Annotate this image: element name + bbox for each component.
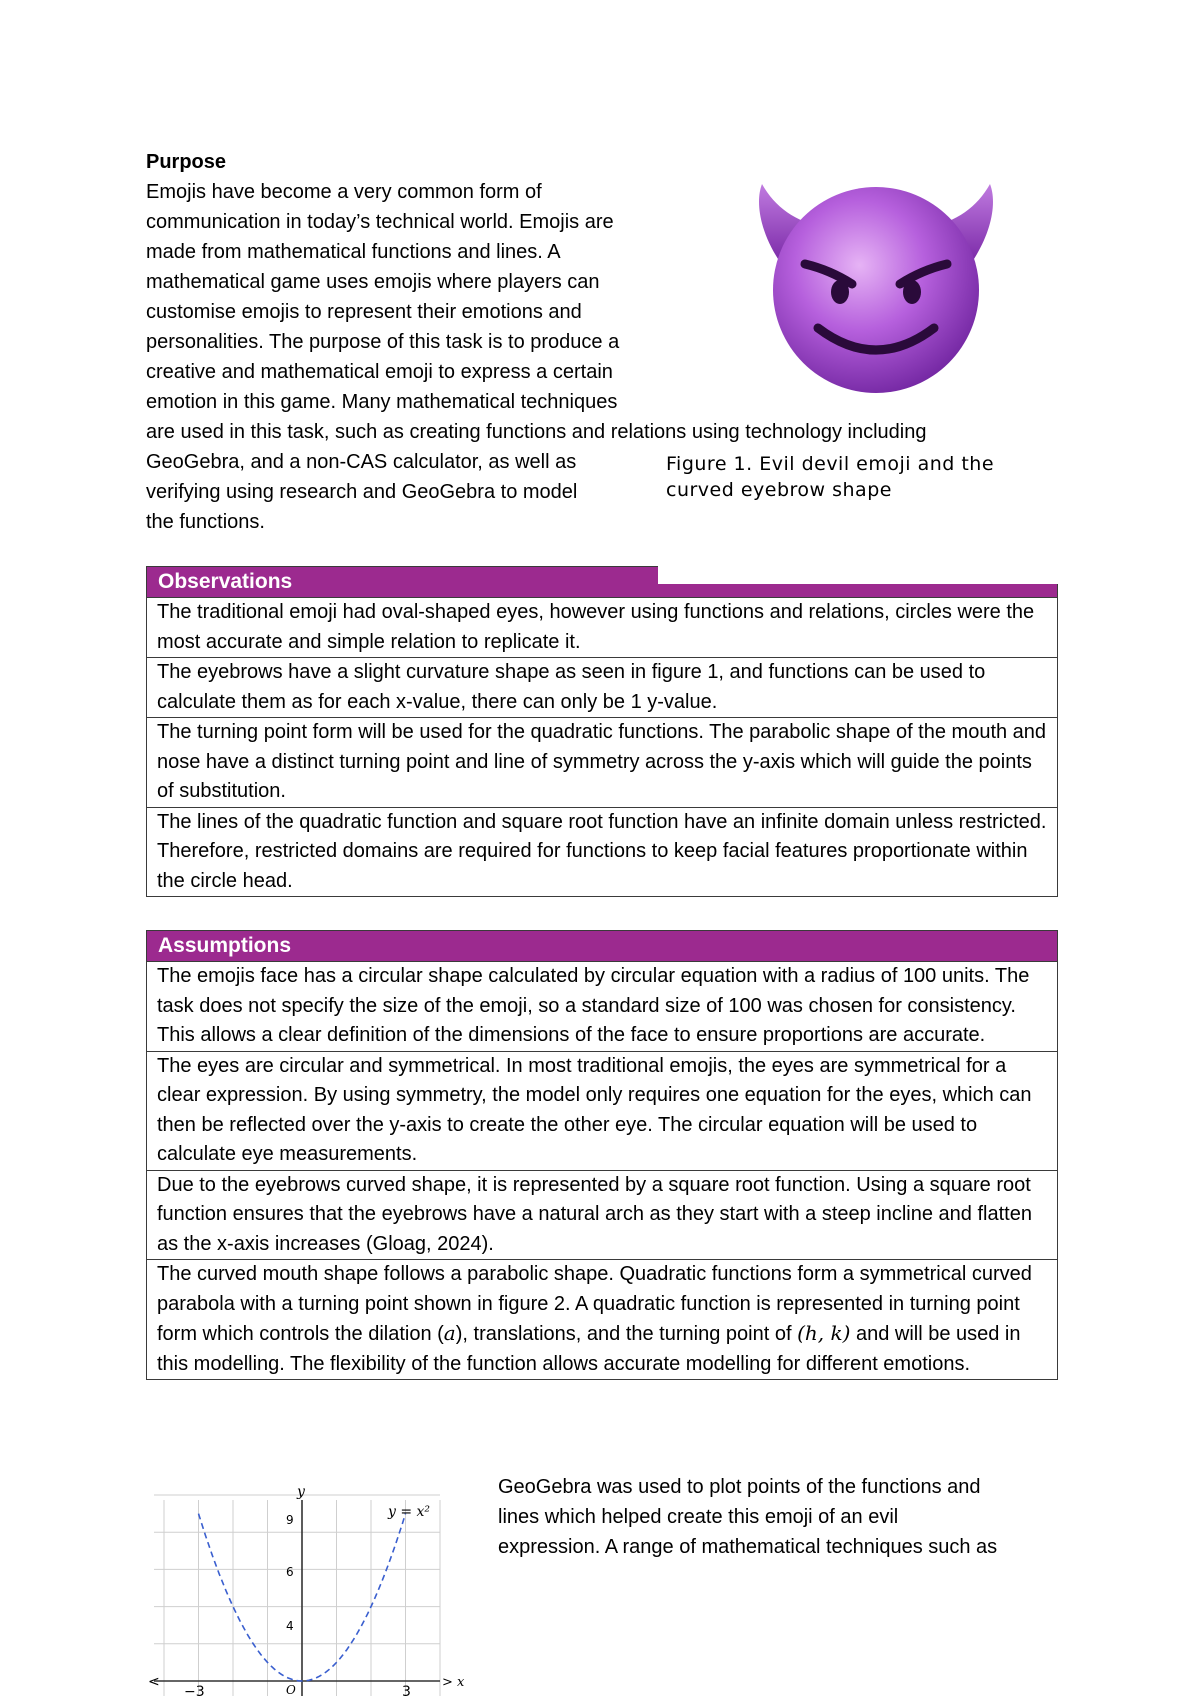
right-eye <box>903 280 921 304</box>
observations-heading: Observations <box>146 566 1058 597</box>
y-tick-label: 4 <box>286 1619 294 1633</box>
purpose-paragraph-end <box>146 447 646 537</box>
closing-line: expression. A range of mathematical techniques such as <box>498 1536 998 1558</box>
observation-row: The eyebrows have a slight curvature shape as seen in figure 1, and functions can be used to calculate them as for each x-value, there can only be 1 y-value. <box>146 658 1058 718</box>
closing-paragraph <box>498 1472 1078 1562</box>
purpose-line: personalities. The purpose of this task is to produce a <box>146 331 620 353</box>
observation-row: The lines of the quadratic function and square root function have an infinite domain unless restricted. Therefore, restricted domains are required for functions to keep facial features proportionate within the circle head. <box>146 808 1058 898</box>
figure1-caption-line: curved eyebrow shape <box>666 479 892 501</box>
purpose-line: the functions. <box>146 511 265 533</box>
observations-table <box>146 566 1058 897</box>
assumption-row: Due to the eyebrows curved shape, it is represented by a square root function. Using a square root function ensures that the eyebrows have a natural arch as they start with a steep incline and flatten as the x-axis increases (Gloag, 2024). <box>146 1171 1058 1261</box>
figure1-caption-line: Figure 1. Evil devil emoji and the <box>666 453 995 475</box>
assumption-text: ), translations, and the turning point of <box>455 1323 798 1345</box>
left-arrow-label: < <box>148 1674 160 1690</box>
assumption-row: The eyes are circular and symmetrical. In most traditional emojis, the eyes are symmetrical for a clear expression. By using symmetry, the model only requires one equation for the eyes, which can then be reflected over the y-axis to create the other eye. The circular equation will be used to calculate eye measurements. <box>146 1052 1058 1171</box>
assumption-text: The curved mouth shape follows a parabolic shape. Quadratic functions form a symmetrical curved parabola with a turning point shown in figure 2. A quadratic function is represented in turning point form which controls the dilation ( <box>157 1263 1032 1345</box>
purpose-line-wide: are used in this task, such as creating functions and relations using technology including <box>146 421 927 443</box>
purpose-line: verifying using research and GeoGebra to model <box>146 481 578 503</box>
assumptions-rows <box>146 961 1058 1380</box>
purpose-line: GeoGebra, and a non-CAS calculator, as well as <box>146 451 577 473</box>
turning-point-variable: (h, k) <box>797 1321 851 1345</box>
closing-line: lines which helped create this emoji of an evil <box>498 1506 899 1528</box>
purpose-line: customise emojis to represent their emotions and <box>146 301 582 323</box>
y-tick-label: 9 <box>286 1513 294 1527</box>
assumptions-heading: Assumptions <box>146 930 1058 961</box>
purpose-paragraph <box>146 177 706 417</box>
purpose-line: communication in today’s technical world. Emojis are <box>146 211 614 233</box>
graph-grid <box>154 1495 440 1696</box>
x-tick-label: 3 <box>402 1684 411 1696</box>
purpose-line: creative and mathematical emoji to express a certain <box>146 361 613 383</box>
parabola-graph <box>140 1480 480 1696</box>
assumption-text: and will be used in this modelling. The flexibility of the function allows accurate modelling for different emotions. <box>157 1323 1021 1375</box>
observation-row: The traditional emoji had oval-shaped eyes, however using functions and relations, circles were the most accurate and simple relation to replicate it. <box>146 597 1058 658</box>
figure1-caption <box>666 451 1066 503</box>
closing-line: GeoGebra was used to plot points of the functions and <box>498 1476 981 1498</box>
origin-label: O <box>286 1683 296 1696</box>
y-tick-label: 6 <box>286 1565 294 1579</box>
emoji-face <box>773 187 979 393</box>
dilation-variable: a <box>443 1321 456 1345</box>
equation-label: y = x² <box>388 1504 431 1520</box>
y-axis-label: y <box>297 1484 305 1500</box>
devil-emoji-image <box>750 172 1020 402</box>
x-tick-label: −3 <box>184 1684 205 1696</box>
observations-rows <box>146 597 1058 897</box>
right-arrow-label: > x <box>442 1675 465 1690</box>
purpose-heading: Purpose <box>146 151 227 173</box>
purpose-line: mathematical game uses emojis where players can <box>146 271 600 293</box>
assumptions-table <box>146 930 1058 1380</box>
left-eye <box>831 280 849 304</box>
purpose-line: Emojis have become a very common form of <box>146 181 542 203</box>
observation-row: The turning point form will be used for the quadratic functions. The parabolic shape of the mouth and nose have a distinct turning point and line of symmetry across the y-axis which will guide the points of substitution. <box>146 718 1058 808</box>
assumption-row: The emojis face has a circular shape calculated by circular equation with a radius of 100 units. The task does not specify the size of the emoji, so a standard size of 100 was chosen for consistency. This allows a clear definition of the dimensions of the face to ensure proportions are accurate. <box>146 961 1058 1052</box>
purpose-line: made from mathematical functions and lines. A <box>146 241 561 263</box>
assumption-row <box>146 1260 1058 1380</box>
purpose-line: emotion in this game. Many mathematical techniques <box>146 391 618 413</box>
